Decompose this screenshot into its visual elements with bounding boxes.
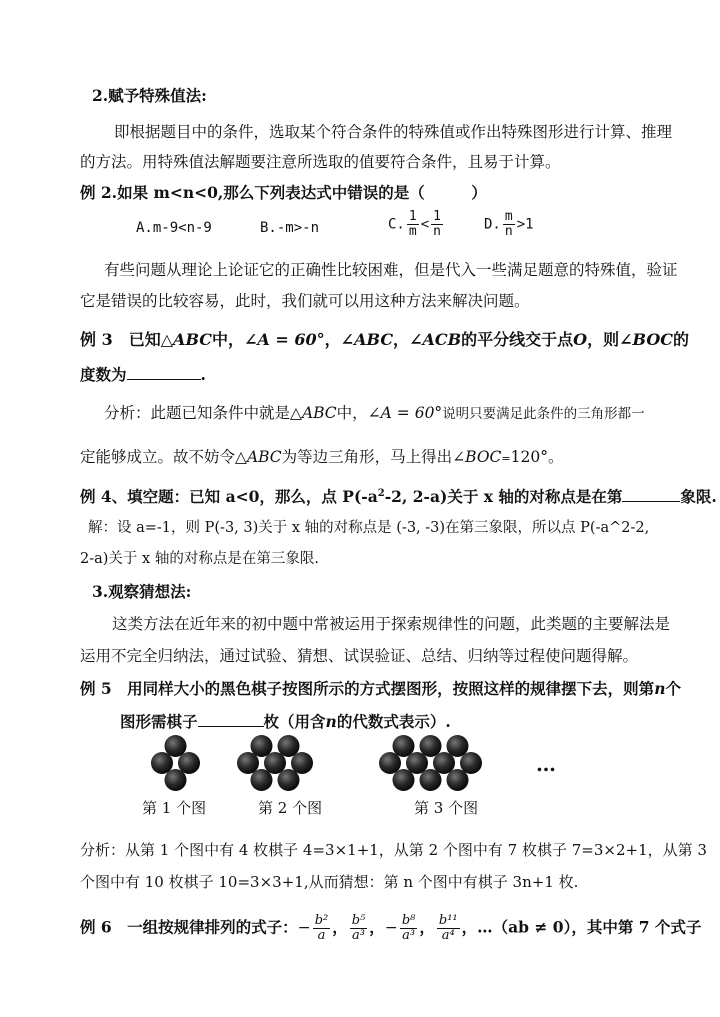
solution-line: 2-a)关于 x 轴的对称点是在第三象限. bbox=[80, 551, 319, 567]
example-6-title bbox=[80, 914, 701, 943]
text: 的平分线交于点 bbox=[461, 330, 574, 349]
numerator: b¹¹ bbox=[438, 913, 458, 928]
option-a: A.m-9<n-9 bbox=[136, 220, 212, 236]
text: . bbox=[200, 365, 206, 384]
text: 例 4、填空题：已知 a<0，那么，点 P(-a bbox=[80, 487, 378, 507]
denominator: m bbox=[408, 224, 417, 239]
denominator: n bbox=[433, 224, 441, 239]
text: 为等边三角形，马上得出 bbox=[281, 448, 453, 466]
figure-2 bbox=[237, 735, 313, 791]
math-abc: ABC bbox=[173, 330, 212, 349]
text: 个 bbox=[665, 679, 681, 698]
answer-blank[interactable] bbox=[127, 379, 201, 380]
math-angle-acb: ∠ACB bbox=[409, 330, 462, 349]
option-d-prefix: D. bbox=[484, 216, 501, 233]
text: 例 6 一组按规律排列的式子： bbox=[80, 917, 298, 937]
chess-piece bbox=[447, 769, 469, 791]
triangle-symbol: △ bbox=[160, 330, 174, 349]
math-n: n bbox=[325, 712, 337, 731]
text: 定能够成立。故不妨令 bbox=[80, 448, 236, 466]
numerator: 1 bbox=[433, 209, 441, 224]
analysis-line: 分析：从第 1 个图中有 4 枚棋子 4=3×1+1，从第 2 个图中有 7 枚棋子 7=3×2+1，从第 3 bbox=[80, 841, 707, 859]
figure-1-caption: 第 1 个图 bbox=[142, 799, 207, 817]
triangle-symbol: △ bbox=[235, 448, 247, 466]
denominator: a³ bbox=[400, 928, 418, 943]
fraction bbox=[350, 914, 368, 943]
greater-than-one: >1 bbox=[516, 216, 534, 233]
option-d bbox=[484, 210, 534, 239]
analysis-line bbox=[80, 447, 564, 469]
paragraph-line: 有些问题从理论上论证它的正确性比较困难，但是代入一些满足题意的特殊值，验证 bbox=[104, 261, 678, 279]
chess-piece bbox=[165, 769, 187, 791]
figure-3-caption: 第 3 个图 bbox=[414, 799, 479, 817]
comma: ， bbox=[369, 917, 385, 937]
text: 中， bbox=[212, 330, 245, 349]
fraction bbox=[407, 210, 419, 239]
figure-2-caption: 第 2 个图 bbox=[258, 799, 323, 817]
option-b: B.-m>-n bbox=[260, 220, 320, 236]
example-2-title: 例 2.如果 m<n<0,那么下列表达式中错误的是（ ） bbox=[80, 183, 487, 202]
math-value: 120° bbox=[510, 448, 548, 466]
example-4-title bbox=[80, 484, 717, 507]
text: 象限. bbox=[680, 487, 717, 507]
text: 。 bbox=[547, 448, 564, 466]
example-3-line2 bbox=[80, 365, 206, 385]
analysis-line bbox=[104, 403, 645, 424]
section-heading-special-value: 2.赋予特殊值法: bbox=[92, 86, 207, 105]
option-c bbox=[388, 210, 445, 239]
text: 图形需棋子 bbox=[120, 712, 198, 731]
fraction bbox=[313, 914, 331, 943]
paragraph-line: 这类方法在近年来的初中题中常被运用于探索规律性的问题，此类题的主要解法是 bbox=[112, 615, 671, 633]
numerator: b² bbox=[314, 913, 329, 928]
section-heading-observation: 3.观察猜想法: bbox=[92, 582, 192, 601]
equals: = bbox=[501, 452, 511, 465]
math-o: O bbox=[573, 330, 588, 349]
triangle-symbol: △ bbox=[290, 404, 302, 422]
math-abc: ABC bbox=[246, 448, 282, 466]
math-angle-abc: ∠ABC bbox=[340, 330, 394, 349]
fraction bbox=[431, 210, 443, 239]
math-angle-a: ∠A = 60° bbox=[367, 404, 443, 422]
option-c-prefix: C. bbox=[388, 216, 405, 233]
chess-piece bbox=[278, 769, 300, 791]
text: 例 5 用同样大小的黑色棋子按图所示的方式摆图形，按照这样的规律摆下去，则第 bbox=[80, 679, 655, 698]
ellipsis-icon: … bbox=[536, 752, 556, 776]
denominator: a³ bbox=[350, 928, 368, 943]
paragraph-line: 的方法。用特殊值法解题要注意所选取的值要符合条件，且易于计算。 bbox=[80, 153, 561, 171]
math-angle-boc: ∠BOC bbox=[452, 448, 502, 466]
less-than: < bbox=[420, 216, 430, 233]
numerator: b⁵ bbox=[351, 913, 366, 928]
text: 的 bbox=[673, 330, 690, 349]
fraction bbox=[437, 914, 460, 943]
text: ， bbox=[324, 330, 341, 349]
paragraph-line: 它是错误的比较容易，此时，我们就可以用这种方法来解决问题。 bbox=[80, 292, 530, 310]
chess-piece-figures bbox=[0, 730, 720, 800]
text: 枚（用含 bbox=[263, 712, 326, 731]
denominator: n bbox=[504, 224, 513, 239]
comma: ， bbox=[419, 917, 435, 937]
figure-3 bbox=[379, 735, 482, 791]
fraction bbox=[503, 210, 515, 239]
solution-line: 解：设 a=-1，则 P(-3, 3)关于 x 轴的对称点是 (-3, -3)在第三象限，所以点 P(-a^2-2, bbox=[88, 520, 650, 536]
text: 中， bbox=[336, 404, 368, 422]
math-angle-a: ∠A = 60° bbox=[244, 330, 325, 349]
text: -2, 2-a)关于 x 轴的对称点是在第 bbox=[384, 487, 623, 507]
figure-1 bbox=[151, 735, 200, 791]
math-angle-boc: ∠BOC bbox=[619, 330, 674, 349]
denominator: a⁴ bbox=[437, 928, 460, 943]
paragraph-line: 即根据题目中的条件，选取某个符合条件的特殊值或作出特殊图形进行计算、推理 bbox=[114, 123, 673, 141]
numerator: 1 bbox=[408, 209, 417, 224]
answer-blank[interactable] bbox=[198, 726, 264, 727]
minus-sign: − bbox=[297, 918, 311, 937]
chess-piece bbox=[420, 769, 442, 791]
text: ， bbox=[393, 330, 410, 349]
denominator: a bbox=[313, 928, 331, 943]
fraction bbox=[400, 914, 418, 943]
text: 分析：此题已知条件中就是 bbox=[104, 404, 291, 422]
analysis-line: 个图中有 10 枚棋子 10=3×3+1,从而猜想：第 n 个图中有棋子 3n+1 枚. bbox=[80, 873, 579, 891]
text: 的代数式表示）. bbox=[336, 712, 451, 731]
math-n: n bbox=[654, 679, 666, 698]
chess-piece bbox=[393, 769, 415, 791]
text: 例 3 已知 bbox=[80, 330, 161, 349]
numerator: m bbox=[504, 209, 513, 224]
comma: ， bbox=[332, 917, 348, 937]
example-5-line1 bbox=[80, 679, 681, 699]
answer-blank[interactable] bbox=[622, 501, 680, 502]
superscript: 2 bbox=[377, 488, 385, 499]
math-abc: ABC bbox=[301, 404, 337, 422]
numerator: b⁸ bbox=[401, 913, 416, 928]
text: 说明只要满足此条件的三角形都一 bbox=[442, 406, 645, 422]
example-3-line1 bbox=[80, 330, 689, 350]
minus-sign: − bbox=[384, 918, 398, 937]
example-5-line2 bbox=[120, 712, 451, 732]
text: ，则 bbox=[587, 330, 620, 349]
text: 度数为 bbox=[80, 365, 127, 384]
paragraph-line: 运用不完全归纳法，通过试验、猜想、试误验证、总结、归纳等过程使问题得解。 bbox=[80, 647, 639, 665]
chess-piece bbox=[251, 769, 273, 791]
text: ，…（ab ≠ 0），其中第 7 个式子 bbox=[461, 917, 702, 937]
